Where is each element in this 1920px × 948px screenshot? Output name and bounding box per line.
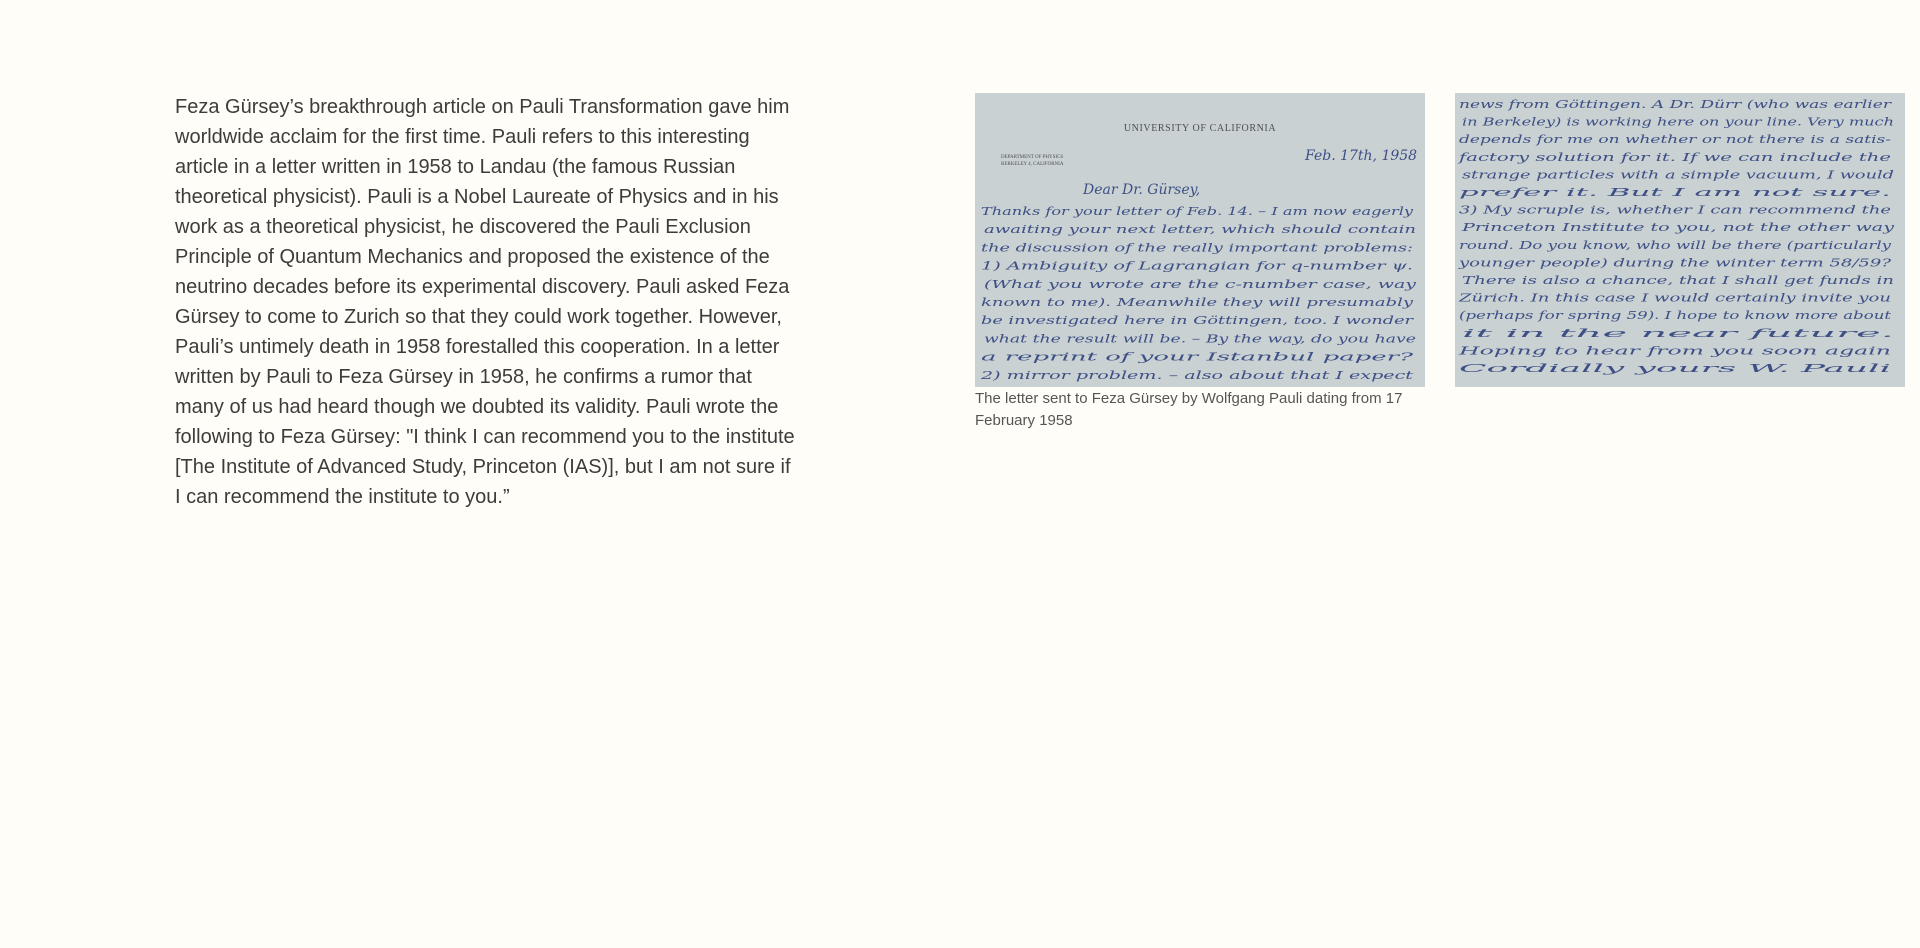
handwritten-line: be investigated here in Göttingen, too. I wonder	[981, 313, 1416, 328]
handwritten-line: awaiting your next letter, which should contain	[984, 222, 1416, 237]
article-paragraph: Feza Gürsey’s breakthrough article on Pauli Transformation gave him worldwide acclaim for the first time. Pauli refers to this interesting article in a letter written in 1958 to Landau (the famous Russian theoretical physicist). Pauli is a Nobel Laureate of Physics and in his work as a theoretical physicist, he discovered the Pauli Exclusion Principle of Quantum Mechanics and proposed the existence of the neutrino decades before its experimental discovery. Pauli asked Feza Gürsey to come to Zurich so that they could work together. However, Pauli’s untimely death in 1958 forestalled this cooperation. In a letter written by Pauli to Feza Gürsey in 1958, he confirms a rumor that many of us had heard though we doubted its validity. Pauli wrote the following to Feza Gürsey: "I think I can recommend you to the institute [The Institute of Advanced Study, Princeton (IAS)], but I am not sure if I can recommend the institute to you.”	[175, 96, 795, 508]
letter-image-page-1	[975, 93, 1425, 387]
handwritten-line: Cordially yours W. Pauli	[1459, 361, 1892, 375]
handwritten-line: what the result will be. – By the way, do you have	[984, 331, 1417, 346]
handwritten-line: the discussion of the really important problems:	[981, 240, 1414, 255]
handwritten-line: strange particles with a simple vacuum, I would	[1462, 167, 1894, 182]
handwritten-line: (What you wrote are the c-number case, way	[984, 276, 1417, 291]
handwritten-line: factory solution for it. If we can include the	[1457, 149, 1892, 164]
handwritten-line: known to me). Meanwhile they will presumably	[981, 295, 1414, 309]
handwritten-line: news from Göttingen. A Dr. Dürr (who was earlier	[1459, 97, 1894, 111]
handwritten-line: 2) mirror problem. – also about that I expect	[979, 367, 1414, 382]
handwritten-line: depends for me on whether or not there is a satis-	[1459, 132, 1892, 147]
handwritten-line: it in the near future.	[1462, 325, 1894, 340]
letterhead: UNIVERSITY OF CALIFORNIA	[1123, 123, 1277, 134]
handwritten-line: a reprint of your Istanbul paper?	[981, 349, 1415, 364]
handwritten-line: prefer it. But I am not sure.	[1459, 185, 1891, 199]
letter-greeting: Dear Dr. Gürsey,	[1083, 182, 1201, 198]
handwritten-line: Princeton Institute to you, not the other way	[1460, 220, 1895, 235]
letter-image-page-2	[1455, 93, 1905, 387]
handwritten-line: Thanks for your letter of Feb. 14. – I am now eagerly	[981, 204, 1414, 218]
department-line-1: DEPARTMENT OF PHYSICS	[1001, 155, 1064, 160]
handwritten-line: There is also a chance, that I shall get funds in	[1462, 273, 1894, 287]
image-caption: The letter sent to Feza Gürsey by Wolfgang Pauli dating from 17 February 1958	[975, 390, 1403, 429]
handwritten-line: round. Do you know, who will be there (particularly	[1459, 237, 1892, 252]
handwritten-line: 3) My scruple is, whether I can recommend the	[1459, 202, 1892, 217]
department-line-2: BERKELEY 4, CALIFORNIA	[1001, 162, 1064, 167]
handwritten-line: in Berkeley) is working here on your line. Very much	[1462, 114, 1894, 129]
handwritten-line: 1) Ambiguity of Lagrangian for q-number ψ.	[981, 258, 1413, 273]
letter-date: Feb. 17th, 1958	[1305, 148, 1418, 164]
handwritten-line: (perhaps for spring 59). I hope to know more about	[1459, 308, 1892, 323]
handwritten-line: Hoping to hear from you soon again	[1456, 343, 1891, 358]
handwritten-line: Zürich. In this case I would certainly invite you	[1457, 290, 1891, 305]
handwritten-line: younger people) during the winter term 58/59?	[1457, 255, 1893, 270]
